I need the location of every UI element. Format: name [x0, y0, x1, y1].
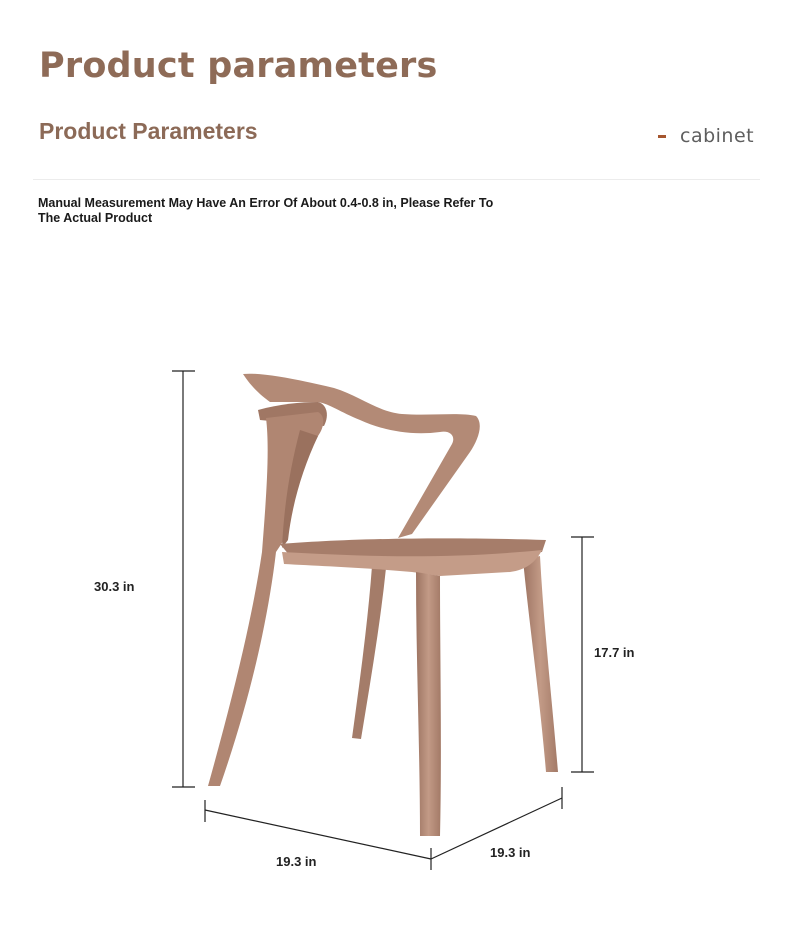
measurement-note: Manual Measurement May Have An Error Of About 0.4-0.8 in, Please Refer To The Actual Product — [38, 196, 494, 225]
height-label: 30.3 in — [94, 579, 135, 594]
page-hero-title: Product parameters — [39, 46, 438, 86]
depth-label: 19.3 in — [490, 845, 531, 860]
chair — [208, 374, 558, 836]
seat-height-label: 17.7 in — [594, 645, 635, 660]
width-dimension-line — [205, 800, 431, 870]
category-label: cabinet — [680, 125, 755, 147]
seat-height-dimension-line — [571, 537, 594, 772]
width-label: 19.3 in — [276, 854, 317, 869]
height-dimension-line — [172, 371, 195, 787]
section-title: Product Parameters — [39, 118, 258, 144]
